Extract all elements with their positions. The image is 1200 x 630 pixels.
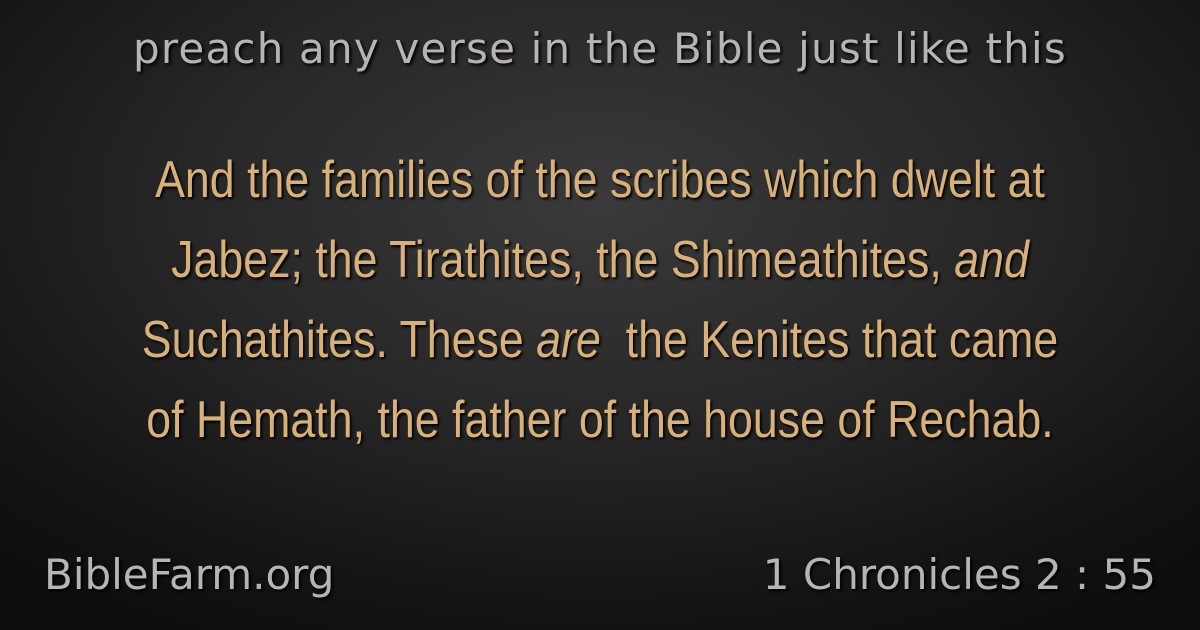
verse-line-text: Jabez; the Tirathites, the Shimeathites, (171, 231, 955, 289)
verse-line (84, 380, 1116, 460)
verse-italic-word: are (536, 311, 601, 369)
verse-line-text: the Kenites that came (600, 311, 1059, 369)
verse-line-text: Suchathites. These (141, 311, 537, 369)
verse-italic-word: and (954, 231, 1029, 289)
verse-line (84, 300, 1116, 380)
verse-reference: 1 Chronicles 2 : 55 (762, 550, 1156, 599)
verse-line-text: of Hemath, the father of the house of Rechab. (146, 391, 1054, 449)
site-name: BibleFarm.org (44, 550, 335, 599)
verse-line-text: And the families of the scribes which dwelt at (155, 151, 1045, 209)
verse-line (84, 140, 1116, 220)
verse-text (0, 140, 1200, 460)
tagline: preach any verse in the Bible just like this (133, 24, 1067, 73)
verse-line (84, 220, 1116, 300)
